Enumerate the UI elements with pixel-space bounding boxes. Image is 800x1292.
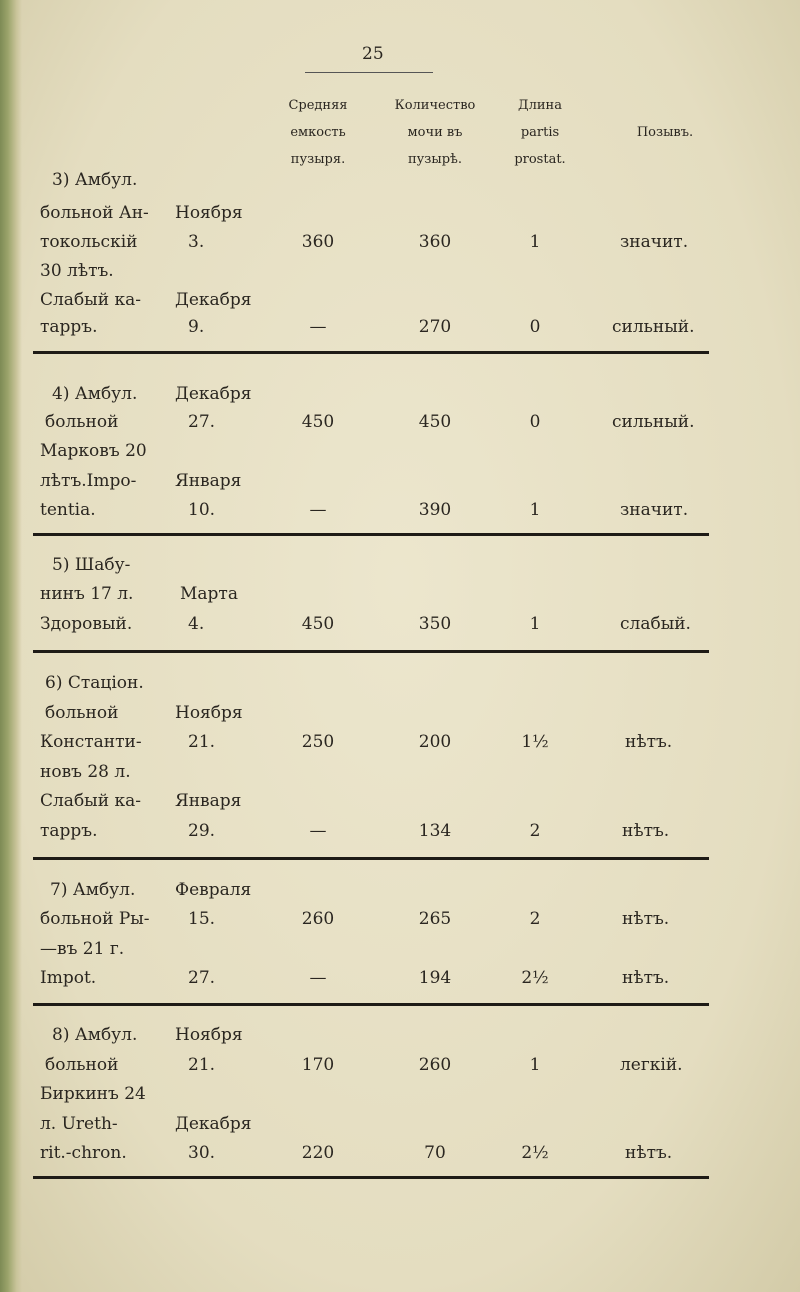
patient-line: 5) Шабу-	[52, 555, 131, 575]
urine-value: 134	[418, 821, 452, 841]
urge-value: сильный.	[612, 412, 695, 432]
patient-line: 6) Стаціон.	[45, 673, 144, 693]
page-number-rule	[305, 72, 433, 73]
urge-value: легкій.	[620, 1055, 683, 1075]
urge-value: нѣтъ.	[622, 909, 670, 929]
page-number: 25	[362, 44, 384, 64]
patient-line: л. Ureth-	[40, 1114, 118, 1134]
row-divider	[33, 650, 709, 653]
patient-line: тарръ.	[40, 821, 98, 841]
urine-value: 200	[418, 732, 452, 752]
patient-line: Биркинъ 24	[40, 1084, 146, 1104]
patient-line: нинъ 17 л.	[40, 584, 134, 604]
urine-value: 450	[418, 412, 452, 432]
urge-value: значит.	[620, 500, 689, 520]
patient-line: —въ 21 г.	[40, 939, 125, 959]
capacity-value: 450	[301, 614, 335, 634]
patient-line: тарръ.	[40, 317, 98, 337]
length-value: 1	[529, 1055, 541, 1075]
urine-value: 265	[418, 909, 452, 929]
urine-value: 194	[418, 968, 452, 988]
patient-line: tentia.	[40, 500, 96, 520]
date-day: 4.	[188, 614, 205, 634]
urge-value: нѣтъ.	[625, 732, 673, 752]
header-length: Длина partis prostat.	[514, 98, 566, 167]
date-month: Марта	[180, 584, 238, 604]
date-day: 3.	[188, 232, 205, 252]
length-value: 1	[529, 614, 541, 634]
length-value: 2	[529, 821, 541, 841]
patient-line: больной	[45, 412, 119, 432]
capacity-value: —	[309, 821, 327, 841]
header-urine: Количество мочи въ пузырѣ.	[394, 98, 476, 167]
urge-value: нѣтъ.	[625, 1143, 673, 1163]
urine-value: 350	[418, 614, 452, 634]
patient-line: 30 лѣтъ.	[40, 261, 114, 281]
date-day: 21.	[188, 732, 216, 752]
urine-value: 390	[418, 500, 452, 520]
patient-line: rit.-chron.	[40, 1143, 127, 1163]
row-divider	[33, 1003, 709, 1006]
urine-value: 70	[424, 1143, 446, 1163]
capacity-value: —	[309, 968, 327, 988]
patient-line: новъ 28 л.	[40, 762, 131, 782]
date-month: Ноября	[175, 203, 243, 223]
capacity-value: 170	[301, 1055, 335, 1075]
capacity-value: —	[309, 317, 327, 337]
date-day: 15.	[188, 909, 216, 929]
row-divider	[33, 1176, 709, 1179]
patient-line: Марковъ 20	[40, 441, 147, 461]
patient-line: больной Ан-	[40, 203, 149, 223]
date-month: Февраля	[175, 880, 252, 900]
urine-value: 360	[418, 232, 452, 252]
urge-value: сильный.	[612, 317, 695, 337]
patient-line: Слабый ка-	[40, 290, 141, 310]
urine-value: 260	[418, 1055, 452, 1075]
date-month: Декабря	[175, 384, 252, 404]
row-divider	[33, 351, 709, 354]
patient-line: больной Ры-	[40, 909, 150, 929]
capacity-value: 220	[301, 1143, 335, 1163]
capacity-value: 260	[301, 909, 335, 929]
page-edge	[0, 0, 22, 1292]
patient-line: 7) Амбул.	[50, 880, 136, 900]
date-day: 9.	[188, 317, 205, 337]
patient-line: Слабый ка-	[40, 791, 141, 811]
length-value: 2½	[521, 968, 549, 988]
patient-line: Impot.	[40, 968, 97, 988]
urge-value: нѣтъ.	[622, 821, 670, 841]
date-month: Ноября	[175, 1025, 243, 1045]
row-divider	[33, 857, 709, 860]
urge-value: слабый.	[620, 614, 691, 634]
patient-line: 4) Амбул.	[52, 384, 138, 404]
length-value: 1	[529, 232, 541, 252]
patient-line: токольскій	[40, 232, 138, 252]
urge-value: нѣтъ.	[622, 968, 670, 988]
length-value: 1	[529, 500, 541, 520]
capacity-value: —	[309, 500, 327, 520]
length-value: 1½	[521, 732, 549, 752]
urge-value: значит.	[620, 232, 689, 252]
date-month: Декабря	[175, 1114, 252, 1134]
header-urge: Позывъ.	[636, 125, 694, 140]
patient-line: лѣтъ.Impo-	[40, 471, 137, 491]
date-month: Января	[175, 791, 242, 811]
patient-line: 8) Амбул.	[52, 1025, 138, 1045]
date-day: 29.	[188, 821, 216, 841]
patient-line: Здоровый.	[40, 614, 133, 634]
date-day: 10.	[188, 500, 216, 520]
date-month: Января	[175, 471, 242, 491]
capacity-value: 450	[301, 412, 335, 432]
length-value: 2½	[521, 1143, 549, 1163]
date-day: 30.	[188, 1143, 216, 1163]
row-divider	[33, 533, 709, 536]
patient-line: 3) Амбул.	[52, 170, 138, 190]
length-value: 0	[529, 317, 541, 337]
date-month: Ноября	[175, 703, 243, 723]
patient-line: больной	[45, 703, 119, 723]
patient-line: Константи-	[40, 732, 142, 752]
urine-value: 270	[418, 317, 452, 337]
date-day: 27.	[188, 412, 216, 432]
patient-line: больной	[45, 1055, 119, 1075]
date-month: Декабря	[175, 290, 252, 310]
date-day: 21.	[188, 1055, 216, 1075]
length-value: 2	[529, 909, 541, 929]
length-value: 0	[529, 412, 541, 432]
date-day: 27.	[188, 968, 216, 988]
capacity-value: 250	[301, 732, 335, 752]
capacity-value: 360	[301, 232, 335, 252]
header-capacity: Средняя емкость пузыря.	[288, 98, 348, 167]
